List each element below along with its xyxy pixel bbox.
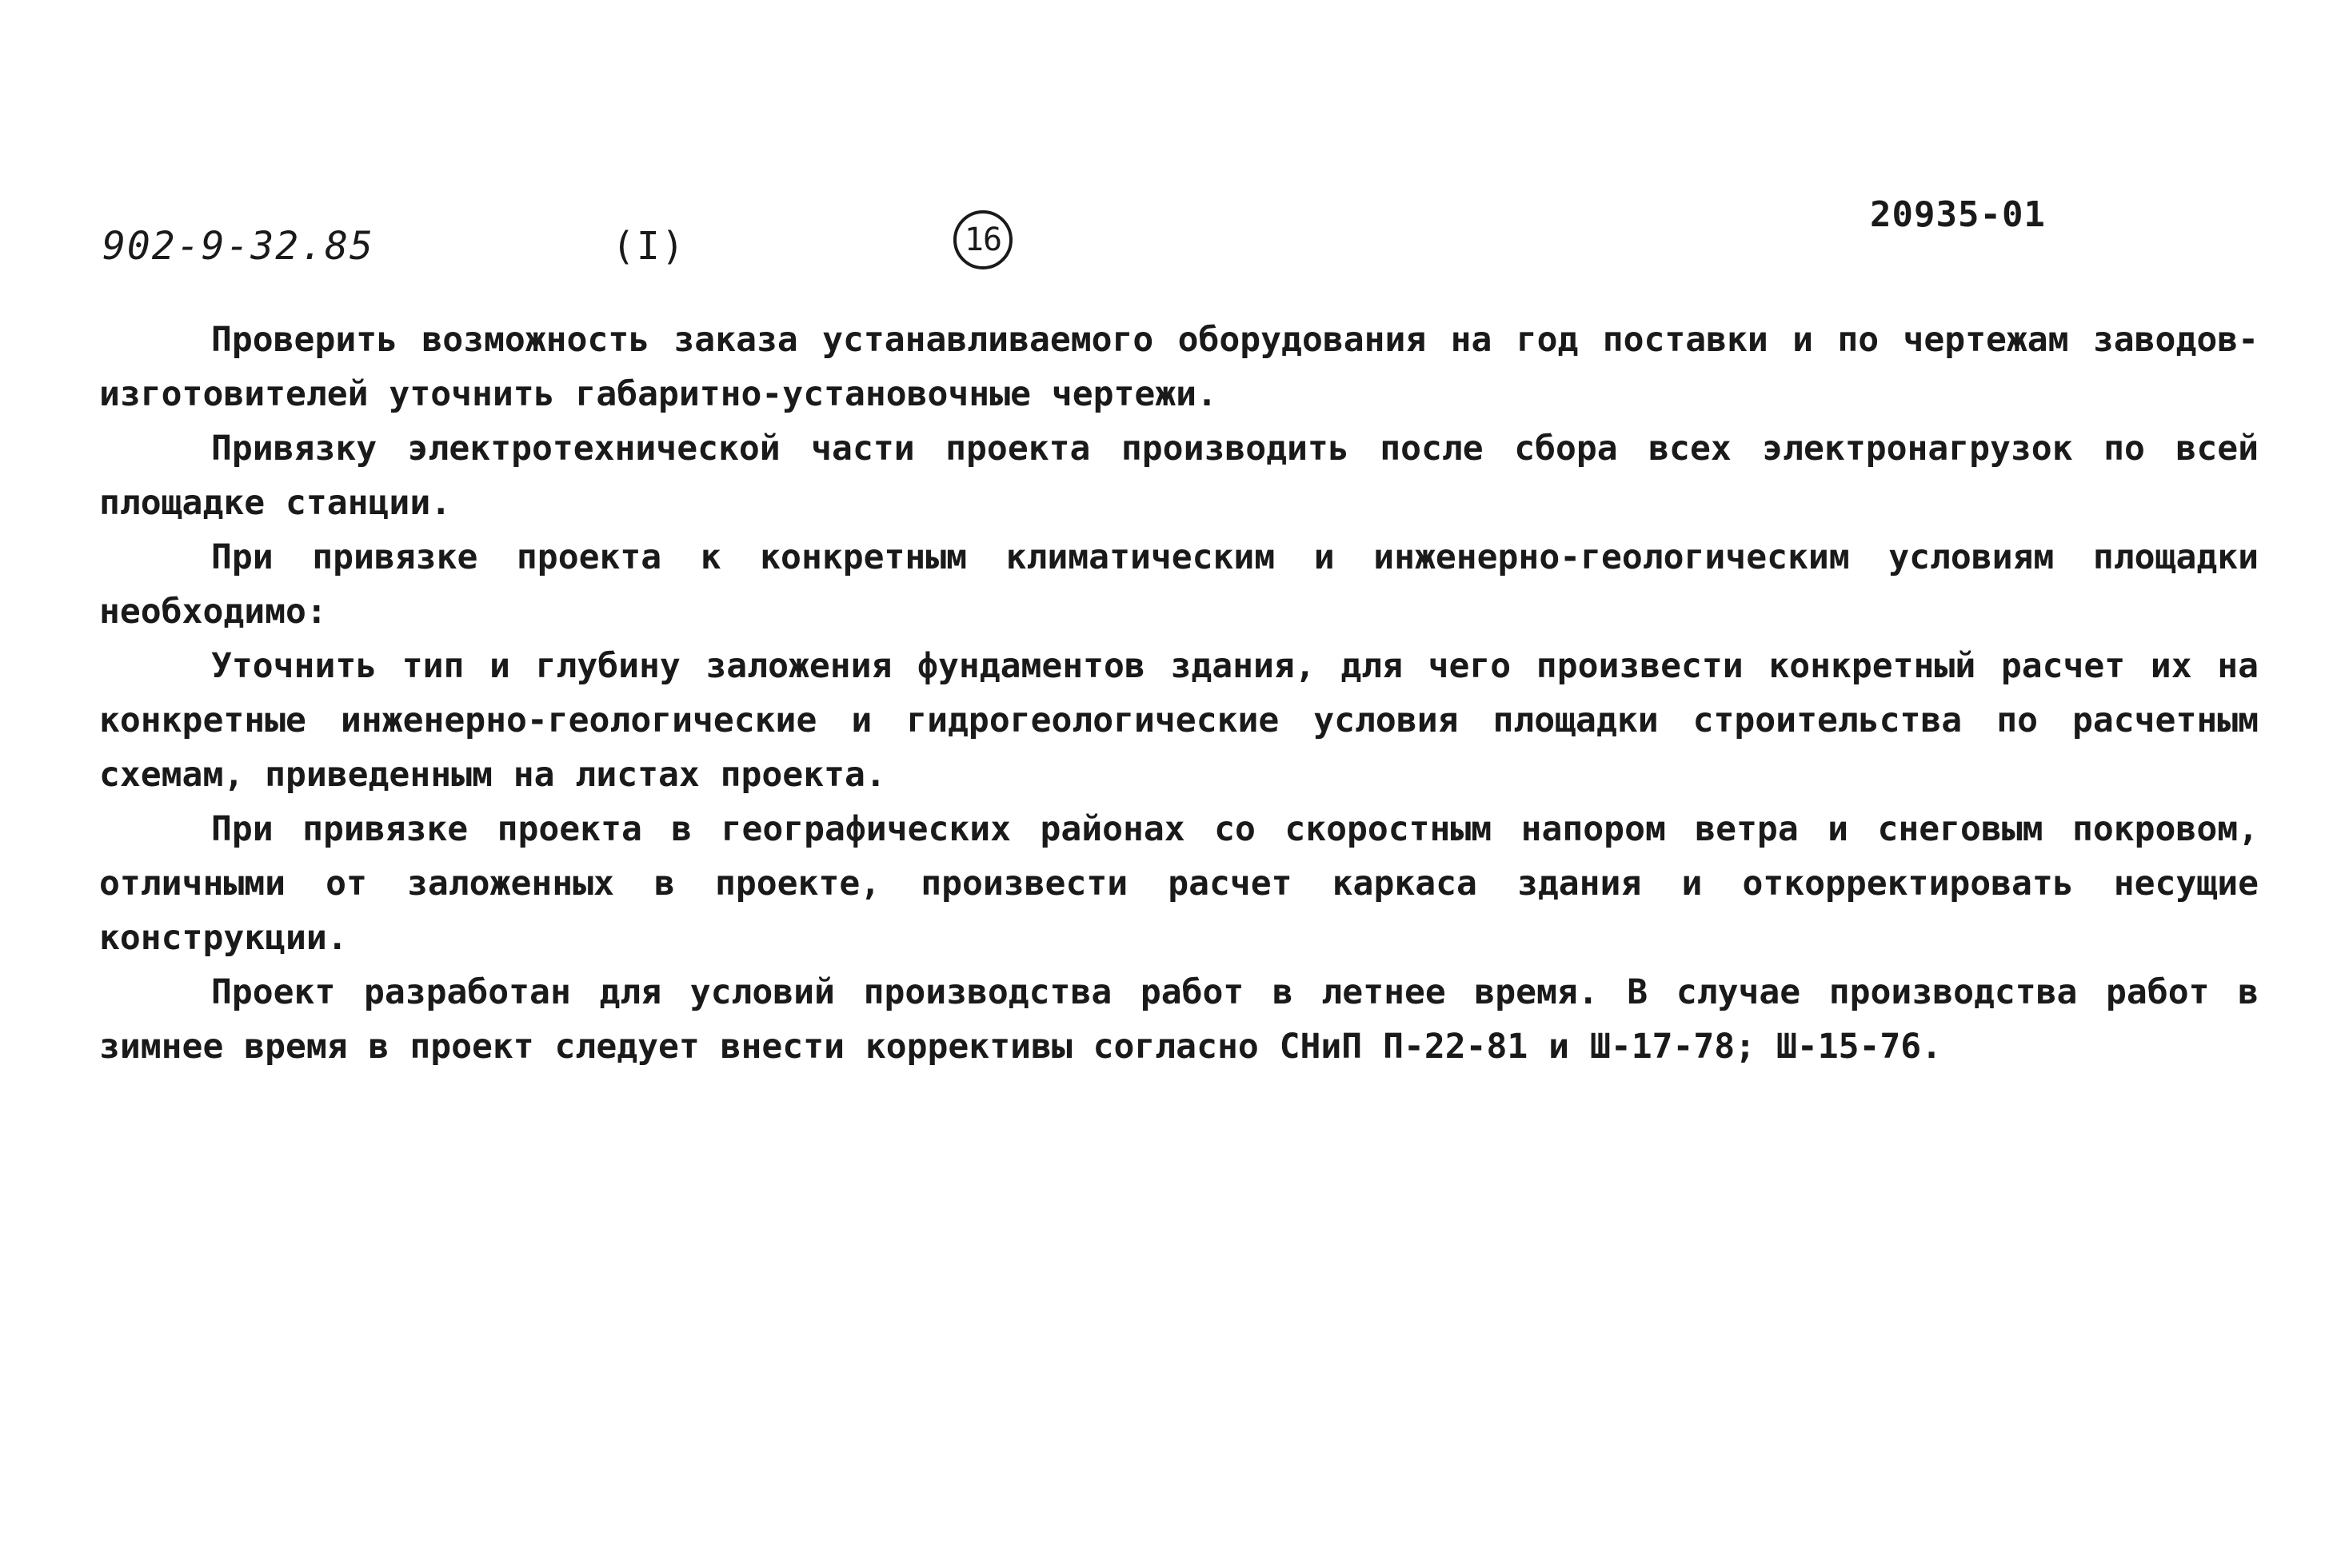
paragraph: При привязке проекта в географических районах со скоростным напором ветра и снеговым покровом, отличными от заложенных в проекте, произвести расчет каркаса здания и откорректировать несущие конструкции. bbox=[99, 809, 2259, 958]
paragraph: Привязку электротехнической части проекта производить после сбора всех электронагрузок по всей площадке станции. bbox=[99, 429, 2259, 523]
paragraph: Проверить возможность заказа устанавливаемого оборудования на год поставки и по чертежам заводов-изготовителей уточнить габаритно-установочные чертежи. bbox=[99, 320, 2259, 414]
document-part: (I) bbox=[612, 224, 686, 269]
paragraph: Проект разработан для условий производства работ в летнее время. В случае производства работ в зимнее время в проект следует внести коррективы согласно СНиП П-22-81 и Ш-17-78; Ш-15-76. bbox=[99, 972, 2259, 1067]
body-text bbox=[99, 313, 2259, 1074]
paragraph: При привязке проекта к конкретным климатическим и инженерно-геологическим условиям площадки необходимо: bbox=[99, 537, 2259, 632]
paragraph: Уточнить тип и глубину заложения фундаментов здания, для чего произвести конкретный расчет их на конкретные инженерно-геологические и гидрогеологические условия площадки строительства по расчетным схемам, приведенным на листах проекта. bbox=[99, 646, 2259, 795]
page-number: 16 bbox=[964, 221, 1002, 258]
document-code: 902-9-32.85 bbox=[102, 224, 374, 269]
page-number-circle bbox=[953, 210, 1013, 269]
inventory-number: 20935-01 bbox=[1870, 194, 2046, 235]
